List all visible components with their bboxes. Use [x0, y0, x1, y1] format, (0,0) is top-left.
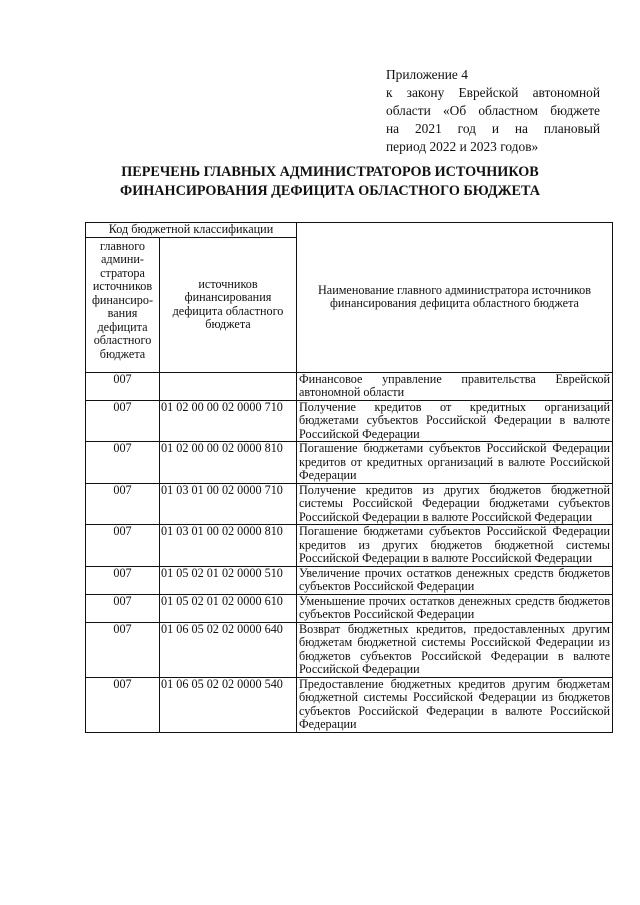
table-row — [86, 566, 613, 594]
admin-code-cell: 007 — [86, 566, 160, 594]
admin-code-cell: 007 — [86, 442, 160, 484]
table-row — [86, 442, 613, 484]
source-code-cell: 01 03 01 00 02 0000 810 — [160, 525, 297, 567]
administrator-name-cell: Погашение бюджетами субъектов Российской Федерации кредитов из других бюджетов бюджетной системы Российской Федерации в валюте Российской Федерации — [297, 525, 613, 567]
appendix-line: к закону Еврейской автономной — [386, 85, 600, 100]
document-title — [80, 163, 580, 201]
appendix-note — [386, 66, 600, 156]
administrator-name-cell: Уменьшение прочих остатков денежных средств бюджетов субъектов Российской Федерации — [297, 594, 613, 622]
source-code-cell: 01 05 02 01 02 0000 510 — [160, 566, 297, 594]
admin-code-cell: 007 — [86, 594, 160, 622]
header-source-code: источников финансирования дефицита областного бюджета — [160, 237, 297, 372]
table-row — [86, 483, 613, 525]
administrator-name-cell: Погашение бюджетами субъектов Российской Федерации кредитов от кредитных организаций в валюте Российской Федерации — [297, 442, 613, 484]
title-line: ПЕРЕЧЕНЬ ГЛАВНЫХ АДМИНИСТРАТОРОВ ИСТОЧНИКОВ — [121, 164, 539, 180]
administrators-table — [85, 222, 613, 733]
title-line: ФИНАНСИРОВАНИЯ ДЕФИЦИТА ОБЛАСТНОГО БЮДЖЕТА — [120, 183, 540, 199]
administrator-name-cell: Финансовое управление правительства Еврейской автономной области — [297, 372, 613, 400]
source-code-cell: 01 03 01 00 02 0000 710 — [160, 483, 297, 525]
admin-code-cell: 007 — [86, 677, 160, 732]
source-code-cell: 01 02 00 00 02 0000 710 — [160, 400, 297, 442]
table-row — [86, 677, 613, 732]
table-row — [86, 622, 613, 677]
table-row — [86, 525, 613, 567]
administrator-name-cell: Получение кредитов из других бюджетов бюджетной системы Российской Федерации бюджетами субъектов Российской Федерации в валюте Российской Федерации — [297, 483, 613, 525]
appendix-line: период 2022 и 2023 годов» — [386, 139, 539, 154]
source-code-cell: 01 05 02 01 02 0000 610 — [160, 594, 297, 622]
admin-code-cell: 007 — [86, 525, 160, 567]
admin-code-cell: 007 — [86, 400, 160, 442]
header-admin-code: главного админи-стратора источников финансиро-вания дефицита областного бюджета — [86, 237, 160, 372]
table-row — [86, 372, 613, 400]
admin-code-cell: 007 — [86, 372, 160, 400]
administrator-name-cell: Возврат бюджетных кредитов, предоставленных другим бюджетам бюджетной системы Российской Федерации из бюджетов субъектов Российской Федерации в валюте Российской Федерации — [297, 622, 613, 677]
administrator-name-cell: Предоставление бюджетных кредитов другим бюджетам бюджетной системы Российской Федерации из бюджетов субъектов Российской Федерации в валюте Российской Федерации — [297, 677, 613, 732]
header-classification-code: Код бюджетной классификации — [86, 223, 297, 238]
appendix-line: области «Об областном бюджете — [386, 103, 600, 118]
header-administrator-name: Наименование главного администратора источников финансирования дефицита областного бюджета — [297, 223, 613, 373]
source-code-cell: 01 06 05 02 02 0000 640 — [160, 622, 297, 677]
administrator-name-cell: Увеличение прочих остатков денежных средств бюджетов субъектов Российской Федерации — [297, 566, 613, 594]
appendix-line: Приложение 4 — [386, 67, 468, 82]
table-row — [86, 400, 613, 442]
admin-code-cell: 007 — [86, 622, 160, 677]
appendix-line: на 2021 год и на плановый — [386, 121, 600, 136]
table-row — [86, 594, 613, 622]
admin-code-cell: 007 — [86, 483, 160, 525]
source-code-cell: 01 02 00 00 02 0000 810 — [160, 442, 297, 484]
source-code-cell — [160, 372, 297, 400]
source-code-cell: 01 06 05 02 02 0000 540 — [160, 677, 297, 732]
administrator-name-cell: Получение кредитов от кредитных организаций бюджетами субъектов Российской Федерации в валюте Российской Федерации — [297, 400, 613, 442]
